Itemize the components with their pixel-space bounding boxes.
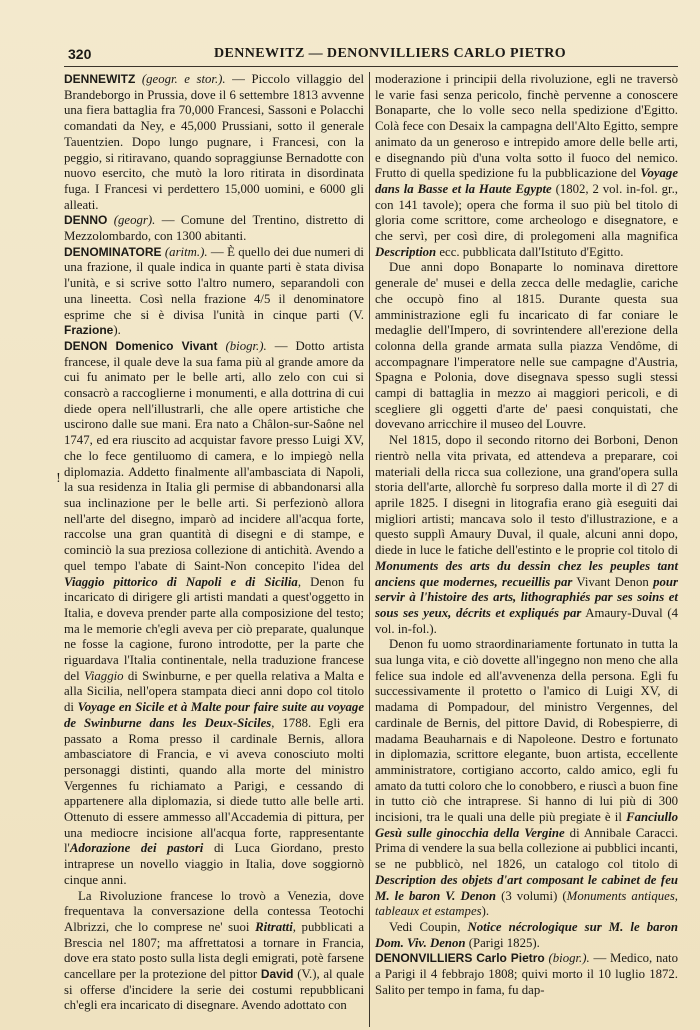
work-title: Ritratti — [255, 919, 293, 934]
page-header — [64, 44, 678, 67]
paragraph-vedi — [375, 920, 678, 951]
entry-headword: DENON Domenico Vivant — [64, 338, 218, 353]
entry-text: — Piccolo villaggio del Brandeborgo in Prussia, dove il 6 settembre 1813 avvenne una fiera battaglia fra 70,000 Francesi, Sassoni e Polacchi comandati da Ney, e 45,000 Prussiani, sotto il generale Tauentzien. Dopo lungo pugnare, i Francesi, con la peggio, si ritiravano, quando sopraggiunse Bernadotte con nuovo esercito, che mutò la loro ritirata in disordinata fuga. I Francesi vi perdettero 15,000 uomini, e 6000 gli alleati. — [64, 72, 364, 212]
left-column — [64, 72, 364, 1014]
paragraph-nel-1815 — [375, 433, 678, 637]
entry-qualifier: (biogr.). — [225, 338, 267, 353]
entry-qualifier: (geogr. e stor.). — [141, 72, 226, 86]
paragraph-text: ecc. pubblicata dall'Istituto d'Egitto. — [436, 244, 624, 259]
paragraph-text: (1802, 2 vol. in-fol. gr., con 141 tavole); opera che forma il suo più bel titolo di gloria come scrittore, come archeologo e disegnatore, e che servì, per così dire, di prolegomeni alla magnifica — [375, 181, 678, 244]
paragraph-continuation — [375, 72, 678, 260]
entry-text: di Luca Giordano, presto intraprese un novello viaggio in Italia, dove soggiornò cinque anni. — [64, 841, 364, 887]
entry-denonvilliers — [375, 951, 678, 998]
work-title: Notice nécrologique sur M. le baron Dom. Viv. Denon — [375, 919, 678, 950]
column-divider — [369, 72, 370, 1027]
page-number: 320 — [68, 46, 92, 62]
entry-text: il denominatore esprime che si è divisa l'unità in cinque parti (V. — [64, 291, 364, 322]
entry-text: — Dotto artista francese, il quale deve la sua fama più al grande amore da cui fu animato per le belle arti, allo zelo con cui si consacrò a raccoglierne i monumenti, e alla dottrina di cui diede opera nell'illustrarli, che alle opere artistiche che uscirono dalle sue mani. Era nato a Châlon-sur-Saône nel 1747, ed era riuscito ad acquistar favore presso Luigi XV, che lo fece gentiluomo di camera, e lo impiegò nella diplomazia. Addetto finalmente all'ambasciata di Napoli, la sua residenza in Italia gli permise di abbandonarsi alla sua inclinazione per le belle arti. Si perfezionò allora nell'arte del disegno, imparò ad incidere all'acqua forte, raccolse una gran quantità di disegni e di stampe, e cominciò la sua preziosa collezione di antichità. Avendo a quel tempo l'abate di Saint-Non concepito l'idea del — [64, 338, 364, 573]
paragraph-text: Amaury-Duval (4 vol. in-fol.). — [375, 605, 678, 636]
paragraph-text: ). — [481, 904, 490, 919]
entry-text: — Comune del Trentino, distretto di Mezzolombardo, con 1300 abitanti. — [64, 213, 364, 244]
work-title: pour servir à l'histoire des arts, lithographiés par ses soins et sous ses yeux, décrits et expliqués par — [375, 574, 678, 620]
entry-qualifier: (biogr.). — [548, 951, 590, 966]
entry-text: — È quello dei due numeri di una frazione, il quale indica in quante parti è stata divisa l'unità, e si scrive sotto l'altro numero, separandoli con una lineetta. Così nella frazione — [64, 244, 364, 306]
paragraph-text: Denon fu uomo straordinariamente fortunato in tutta la sua lunga vita, e ciò dovette all'ingegno non meno che alla felice sua indole ed all'avvenenza della persona. Egli fu successivamente il protetto o l'amico di Luigi XV, di madama di Pompadour, del ministro Vergennes, del cardinale de Bernis, del pittore David, di Robespierre, di madama Beauharnais e di Napoleone. Destro e fortunato in diplomazia, scrittore elegante, buon artista, eccellente amministratore, cortigiano accorto, caldo amico, egli fu amato da tutti coloro che lo conobbero, e riuscì a buon fine in tutto ciò che intraprese. Si hanno di lui più di 300 incisioni, tra le quali una delle più pregiate è il — [375, 637, 678, 825]
entry-denno — [64, 213, 364, 244]
paragraph-text: di Annibale Caracci. Prima di vendere la sua bella collezione ai pubblici incanti, se ne pubblicò, nel 1826, un catalogo col titolo di — [375, 825, 678, 872]
cross-reference: David — [260, 967, 294, 982]
paragraph-text: (3 volumi) ( — [496, 888, 567, 903]
paragraph-text: (Parigi 1825). — [465, 935, 540, 950]
work-title: Viaggio pittorico di Napoli e di Sicilia — [64, 574, 298, 589]
entry-headword: DENONVILLIERS Carlo Pietro — [375, 951, 545, 966]
entry-text: — Medico, nato a Parigi il 4 febbrajo 1808; quivi morto il 10 luglio 1872. Salito per tempo in fama, fu dap- — [375, 951, 679, 997]
entry-denon — [64, 339, 364, 889]
work-title: Voyage dans la Basse et la Haute Egypte — [375, 166, 678, 196]
margin-mark: ! — [56, 471, 61, 485]
paragraph-text: (V.), al quale si offerse d'incidere la serie dei costumi repubblicani ch'egli era incaricato di disegnare. Avendo adottato con — [64, 967, 364, 1013]
cross-reference: Frazione — [64, 323, 114, 338]
work-title: Description — [375, 244, 437, 259]
paragraph-text: Vivant Denon — [572, 574, 654, 589]
paragraph-text: , pubblicati a Brescia nel 1807; ma affrettatosi a tornare in Francia, dove era stato posto sulla lista degli emigrati, potè farsene cancellare per la protezione del pittor — [64, 919, 364, 982]
paragraph-text: La Rivoluzione francese lo trovò a Venezia, dove frequentava la conversazione della contessa Teotochi Albrizzi, che lo comprese ne' suoi — [64, 888, 364, 934]
right-column — [375, 72, 678, 998]
work-title: Adorazione dei pastori — [69, 841, 204, 856]
entry-dennewitz — [64, 72, 364, 213]
work-title: Fanciullo Gesù sulle ginocchia della Vergine — [375, 810, 678, 840]
entry-headword: DENOMINATORE — [64, 244, 162, 259]
paragraph-text: Vedi Coupin, — [389, 919, 468, 934]
paragraph-text: Nel 1815, dopo il secondo ritorno dei Borboni, Denon rientrò nella vita privata, ed attendeva a preparare, coi materiali della ricca sua collezione, una grand'opera sulla storia dell'arte, allorchè fu sorpreso dalla morte il dì 27 di aprile 1825. I disegni in litografia erano già eseguiti dai migliori artisti; mancava solo il testo d'illustrazione, e a questo supplì Amaury Duval, il quale, alcuni anni dopo, diede in luce le fatiche dell'estinto e le proprie col titolo di — [375, 433, 678, 558]
work-title: Viaggio — [83, 668, 124, 683]
work-title: Voyage en Sicile et à Malte pour faire suite au voyage de Swinburne dans les Deux-Siciles — [64, 700, 364, 730]
work-title: Monuments antiques, tableaux et estampes — [375, 888, 678, 919]
entry-denominatore — [64, 245, 364, 339]
entry-text: di Swinburne, e per quella relativa a Malta e alla Sicilia, nell'opera stampata dieci anni dopo col titolo di — [64, 668, 364, 715]
entry-text: , 1788. Egli era passato a Roma presso il cardinale Bernis, allora ambasciatore di Francia, e vi aveva conosciuto molti personaggi distinti, quando alla morte del ministro Vergennes fu richiamato a Parigi, e cessando di appartenere alla diplomazia, si diede tutto alle belle arti. Ottenuto di essere ammesso all'Accademia di pittura, per una mediocre incisione all'acqua forte, rappresentante l' — [64, 715, 364, 856]
paragraph-text: moderazione i principii della rivoluzione, egli ne traversò le varie fasi senza pericolo, finchè pervenne a conoscere Bonaparte, che lo volle seco nella spedizione d'Egitto. Colà fece con Desaix la campagna dell'Alto Egitto, sempre animato da un generoso e intrepido amore delle belle arti, e disegnando più d'una volta sotto il fuoco del nemico. Frutto di quella spedizione fu la pubblicazione del — [375, 72, 678, 181]
work-title: Monuments des arts du dessin chez les peuples tant anciens que modernes, recueillis par — [375, 558, 678, 589]
running-title: DENNEWITZ — DENONVILLIERS CARLO PIETRO — [214, 46, 567, 61]
entry-headword: DENNO — [64, 213, 108, 228]
entry-text: , Denon fu incaricato di dirigere gli artisti mandati a quest'oggetto in Italia, e doveva prender parte alla composizione del testo; ma le memorie ch'egli aveva per ciò preparate, qualunque ne fosse la cagione, furono introdotte, per la parte che riguardava l'Italia continentale, nella traduzione francese del — [64, 574, 365, 683]
entry-text: ). — [113, 323, 121, 338]
paragraph-due-anni: Due anni dopo Bonaparte lo nominava direttore generale de' musei e della zecca delle medaglie, cariche che occupò fino al 1815. Durante questa sua amministrazione egli fu incaricato di far coniare le medaglie dell'Impero, di sovrintendere all'erezione della colonna della grande armata sulla piazza Vendôme, di accompagnare l'imperatore nelle sue campagne d'Austria, Spagna e Polonia, dove disegnava spesso sugli stessi campi di battaglia in mezzo ai maggiori pericoli, e di scegliere gli oggetti d'arte de' paesi conquistati, che dovevano arricchire il museo del Louvre. — [375, 260, 678, 432]
work-title: Description des objets d'art composant le cabinet de feu M. le baron V. Denon — [375, 872, 678, 903]
fraction: 4/5 — [254, 291, 271, 306]
entry-qualifier: (geogr). — [113, 213, 156, 228]
entry-qualifier: (aritm.). — [164, 244, 208, 259]
paragraph-rivoluzione — [64, 889, 364, 1015]
paragraph-denon-uomo — [375, 637, 678, 920]
entry-headword: DENNEWITZ — [64, 72, 136, 86]
